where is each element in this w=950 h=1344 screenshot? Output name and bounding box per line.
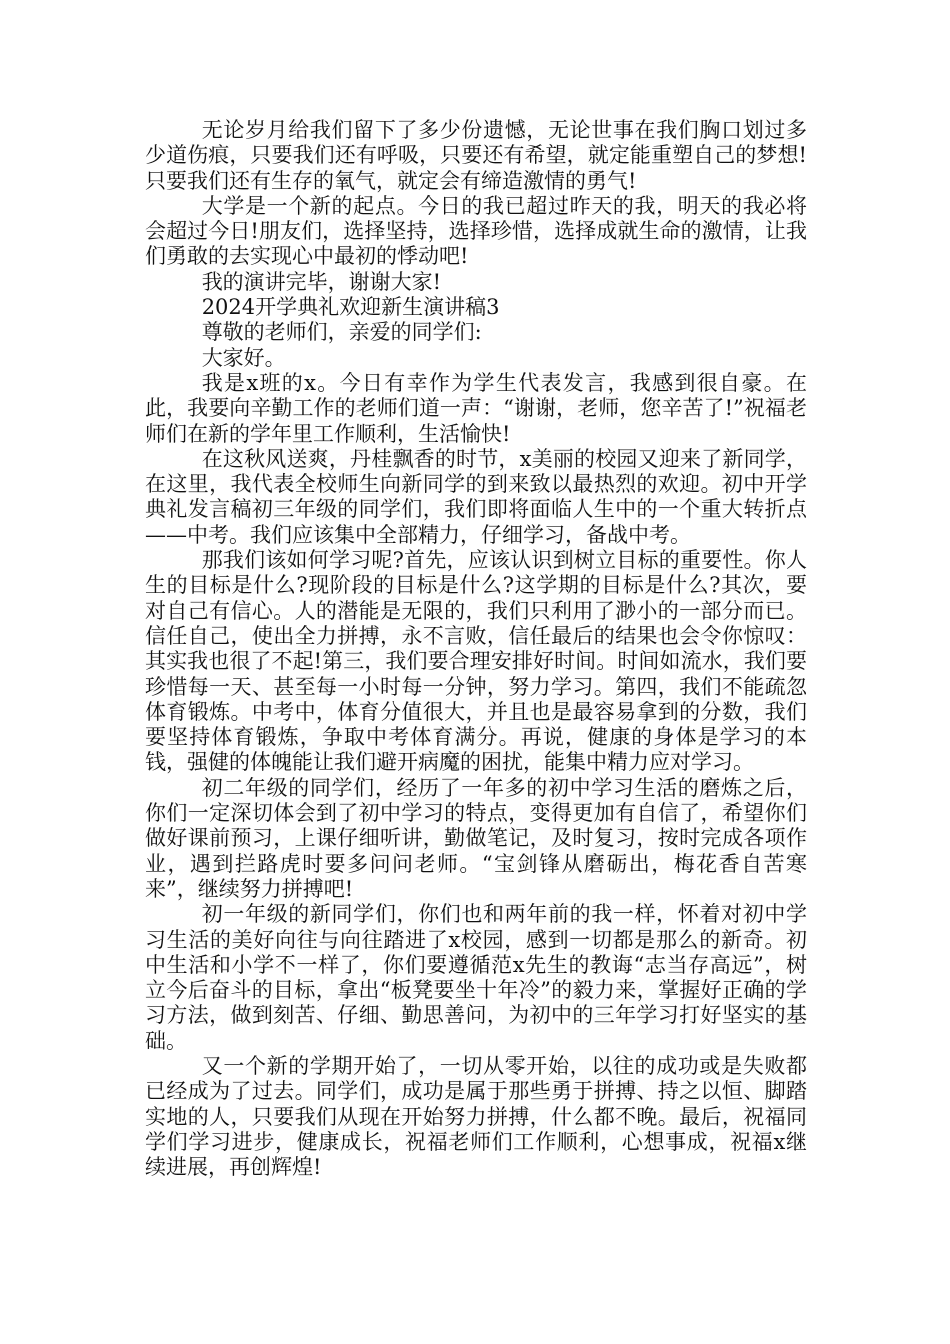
paragraph: 在这秋风送爽，丹桂飘香的时节，x美丽的校园又迎来了新同学，在这里，我代表全校师生向新同学的到来致以最热烈的欢迎。初中开学典礼发言稿初三年级的同学们，我们即将面临人生中的一个重大转折点——中考。我们应该集中全部精力，仔细学习，备战中考。: [145, 446, 807, 547]
salutation: 尊敬的老师们，亲爱的同学们:: [201, 320, 482, 345]
paragraph: 那我们该如何学习呢?首先，应该认识到树立目标的重要性。你人生的目标是什么?现阶段的目标是什么?这学期的目标是什么?其次，要对自己有信心。人的潜能是无限的，我们只利用了渺小的一部分而已。信任自己，使出全力拼搏，永不言败，信任最后的结果也会令你惊叹：其实我也很了不起!第三，我们要合理安排好时间。时间如流水，我们要珍惜每一天、甚至每一小时每一分钟，努力学习。第四，我们不能疏忽体育锻炼。中考中，体育分值很大，并且也是最容易拿到的分数，我们要坚持体育锻炼，争取中考体育满分。再说，健康的身体是学习的本钱，强健的体魄能让我们避开病魔的困扰，能集中精力应对学习。: [145, 548, 807, 775]
paragraph: 我的演讲完毕，谢谢大家!: [201, 269, 442, 294]
paragraph: 初二年级的同学们，经历了一年多的初中学习生活的磨炼之后，你们一定深切体会到了初中学习的特点，变得更加有自信了，希望你们做好课前预习，上课仔细听讲，勤做笔记，及时复习，按时完成各项作业，遇到拦路虎时要多问问老师。“宝剑锋从磨砺出，梅花香自苦寒来”，继续努力拼搏吧!: [145, 775, 807, 901]
document-body: [145, 118, 807, 1180]
paragraph: 无论岁月给我们留下了多少份遗憾，无论世事在我们胸口划过多少道伤痕，只要我们还有呼吸，只要还有希望，就定能重塑自己的梦想!只要我们还有生存的氧气，就定会有缔造激情的勇气!: [145, 118, 807, 193]
paragraph: 初一年级的新同学们，你们也和两年前的我一样，怀着对初中学习生活的美好向往与向往踏进了x校园，感到一切都是那么的新奇。初中生活和小学不一样了，你们要遵循范x先生的教诲“志当存高远”，树立今后奋斗的目标，拿出“板凳要坐十年冷”的毅力来，掌握好正确的学习方法，做到刻苦、仔细、勤思善问，为初中的三年学习打好坚实的基础。: [145, 902, 807, 1053]
greeting: 大家好。: [201, 345, 286, 370]
paragraph: 大学是一个新的起点。今日的我已超过昨天的我，明天的我必将会超过今日!朋友们，选择坚持，选择珍惜，选择成就生命的激情，让我们勇敢的去实现心中最初的悸动吧!: [145, 193, 807, 269]
section-title: 2024开学典礼欢迎新生演讲稿3: [201, 295, 500, 320]
paragraph: 我是x班的x。今日有幸作为学生代表发言，我感到很自豪。在此，我要向辛勤工作的老师们道一声：“谢谢，老师，您辛苦了!”祝福老师们在新的学年里工作顺利，生活愉快!: [145, 370, 807, 446]
paragraph: 又一个新的学期开始了，一切从零开始，以往的成功或是失败都已经成为了过去。同学们，成功是属于那些勇于拼搏、持之以恒、脚踏实地的人，只要我们从现在开始努力拼搏，什么都不晚。最后，祝福同学们学习进步，健康成长，祝福老师们工作顺利，心想事成，祝福x继续进展，再创辉煌!: [145, 1053, 807, 1180]
